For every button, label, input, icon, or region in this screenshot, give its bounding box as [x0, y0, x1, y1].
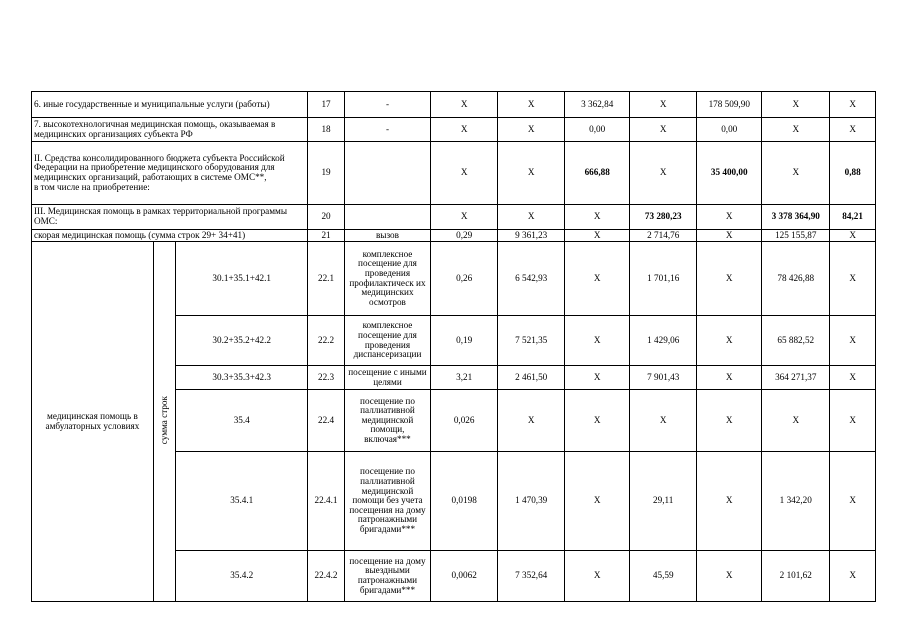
- cell-value: 1 470,39: [498, 452, 565, 551]
- cell-value: 7 352,64: [498, 551, 565, 602]
- cell-value: 78 426,88: [762, 242, 830, 316]
- table-row: [32, 205, 876, 230]
- cell-value: Х: [630, 390, 697, 452]
- cell-value: Х: [830, 366, 876, 390]
- table-row: [32, 242, 876, 316]
- table-row: [32, 142, 876, 205]
- cell-value: Х: [762, 390, 830, 452]
- table-row: [32, 92, 876, 118]
- row-name: 7. высокотехнологичная медицинская помощь, оказываемая в медицинских организациях субъекта РФ: [32, 118, 308, 142]
- cell-value: Х: [498, 205, 565, 230]
- row-ref: 30.1+35.1+42.1: [176, 242, 308, 316]
- cell-value: Х: [830, 390, 876, 452]
- table-row: [32, 230, 876, 242]
- row-unit: комплексное посещение для проведения профилактическ их медицинских осмотров: [344, 242, 430, 316]
- cell-value: Х: [762, 92, 830, 118]
- program-table: [31, 91, 876, 602]
- cell-value: 7 521,35: [498, 316, 565, 366]
- cell-value: 0,0062: [431, 551, 498, 602]
- cell-value: Х: [830, 551, 876, 602]
- cell-value: 2 714,76: [630, 230, 697, 242]
- cell-value: 0,19: [431, 316, 498, 366]
- cell-value: Х: [565, 551, 630, 602]
- cell-value: 65 882,52: [762, 316, 830, 366]
- cell-value: 0,88: [830, 142, 876, 205]
- row-ref: 30.3+35.3+42.3: [176, 366, 308, 390]
- cell-value: Х: [565, 230, 630, 242]
- group-sum-text: сумма строк: [158, 396, 169, 445]
- cell-value: 666,88: [565, 142, 630, 205]
- row-number: 22.4.2: [308, 551, 345, 602]
- cell-value: 0,00: [565, 118, 630, 142]
- row-ref: 35.4.2: [176, 551, 308, 602]
- cell-value: 0,0198: [431, 452, 498, 551]
- cell-value: 1 701,16: [630, 242, 697, 316]
- cell-value: 73 280,23: [630, 205, 697, 230]
- cell-value: Х: [431, 92, 498, 118]
- cell-value: Х: [830, 452, 876, 551]
- cell-value: Х: [830, 230, 876, 242]
- row-number: 21: [308, 230, 345, 242]
- cell-value: 3,21: [431, 366, 498, 390]
- row-name: скорая медицинская помощь (сумма строк 29+ 34+41): [32, 230, 308, 242]
- cell-value: Х: [830, 316, 876, 366]
- cell-value: Х: [565, 452, 630, 551]
- cell-value: 125 155,87: [762, 230, 830, 242]
- row-unit: [344, 142, 430, 205]
- cell-value: 0,00: [697, 118, 762, 142]
- cell-value: Х: [498, 142, 565, 205]
- cell-value: 0,29: [431, 230, 498, 242]
- cell-value: Х: [630, 92, 697, 118]
- cell-value: Х: [431, 142, 498, 205]
- row-number: 22.1: [308, 242, 345, 316]
- cell-value: 1 342,20: [762, 452, 830, 551]
- cell-value: 84,21: [830, 205, 876, 230]
- row-name-sub: в том числе на приобретение:: [34, 181, 150, 192]
- cell-value: 0,26: [431, 242, 498, 316]
- cell-value: Х: [697, 242, 762, 316]
- row-unit: посещение по паллиативной медицинской помощи без учета посещения на дому патронажными бригадами***: [344, 452, 430, 551]
- cell-value: Х: [630, 142, 697, 205]
- group-sum-label: [153, 242, 175, 602]
- cell-value: 3 362,84: [565, 92, 630, 118]
- row-ref: 35.4.1: [176, 452, 308, 551]
- row-number: 22.4.1: [308, 452, 345, 551]
- cell-value: 1 429,06: [630, 316, 697, 366]
- row-unit: комплексное посещение для проведения диспансеризации: [344, 316, 430, 366]
- cell-value: Х: [630, 118, 697, 142]
- cell-value: Х: [431, 118, 498, 142]
- row-name: [32, 142, 308, 205]
- cell-value: Х: [565, 316, 630, 366]
- cell-value: 35 400,00: [697, 142, 762, 205]
- cell-value: 2 101,62: [762, 551, 830, 602]
- cell-value: Х: [697, 316, 762, 366]
- cell-value: 7 901,43: [630, 366, 697, 390]
- row-number: 17: [308, 92, 345, 118]
- row-number: 22.2: [308, 316, 345, 366]
- row-unit: [344, 205, 430, 230]
- cell-value: 6 542,93: [498, 242, 565, 316]
- row-name: 6. иные государственные и муниципальные услуги (работы): [32, 92, 308, 118]
- cell-value: Х: [762, 142, 830, 205]
- row-name: III. Медицинская помощь в рамках территориальной программы ОМС:: [32, 205, 308, 230]
- cell-value: Х: [498, 390, 565, 452]
- cell-value: Х: [830, 118, 876, 142]
- cell-value: Х: [565, 390, 630, 452]
- cell-value: Х: [565, 366, 630, 390]
- cell-value: Х: [565, 242, 630, 316]
- cell-value: 2 461,50: [498, 366, 565, 390]
- row-unit: посещение на дому выездными патронажными бригадами***: [344, 551, 430, 602]
- cell-value: Х: [431, 205, 498, 230]
- cell-value: 29,11: [630, 452, 697, 551]
- row-number: 22.4: [308, 390, 345, 452]
- cell-value: Х: [762, 118, 830, 142]
- cell-value: 9 361,23: [498, 230, 565, 242]
- row-ref: 35.4: [176, 390, 308, 452]
- cell-value: Х: [697, 452, 762, 551]
- cell-value: Х: [697, 230, 762, 242]
- row-number: 20: [308, 205, 345, 230]
- cell-value: 364 271,37: [762, 366, 830, 390]
- row-unit: посещение по паллиативной медицинской помощи, включая***: [344, 390, 430, 452]
- row-unit: -: [344, 118, 430, 142]
- row-unit: -: [344, 92, 430, 118]
- row-number: 18: [308, 118, 345, 142]
- table-row: [32, 118, 876, 142]
- row-number: 19: [308, 142, 345, 205]
- cell-value: Х: [697, 205, 762, 230]
- row-unit: вызов: [344, 230, 430, 242]
- cell-value: Х: [830, 242, 876, 316]
- cell-value: Х: [498, 118, 565, 142]
- cell-value: Х: [697, 366, 762, 390]
- row-number: 22.3: [308, 366, 345, 390]
- cell-value: Х: [830, 92, 876, 118]
- cell-value: 45,59: [630, 551, 697, 602]
- cell-value: Х: [498, 92, 565, 118]
- cell-value: 0,026: [431, 390, 498, 452]
- row-unit: посещение с иными целями: [344, 366, 430, 390]
- cell-value: 178 509,90: [697, 92, 762, 118]
- group-label: медицинская помощь в амбулаторных условиях: [32, 242, 154, 602]
- cell-value: 3 378 364,90: [762, 205, 830, 230]
- row-ref: 30.2+35.2+42.2: [176, 316, 308, 366]
- row-name-text: II. Средства консолидированного бюджета субъекта Российской Федерации на приобретение медицинского оборудования для медицинских организаций, работающих в системе ОМС**,: [34, 152, 285, 182]
- cell-value: Х: [565, 205, 630, 230]
- cell-value: Х: [697, 551, 762, 602]
- cell-value: Х: [697, 390, 762, 452]
